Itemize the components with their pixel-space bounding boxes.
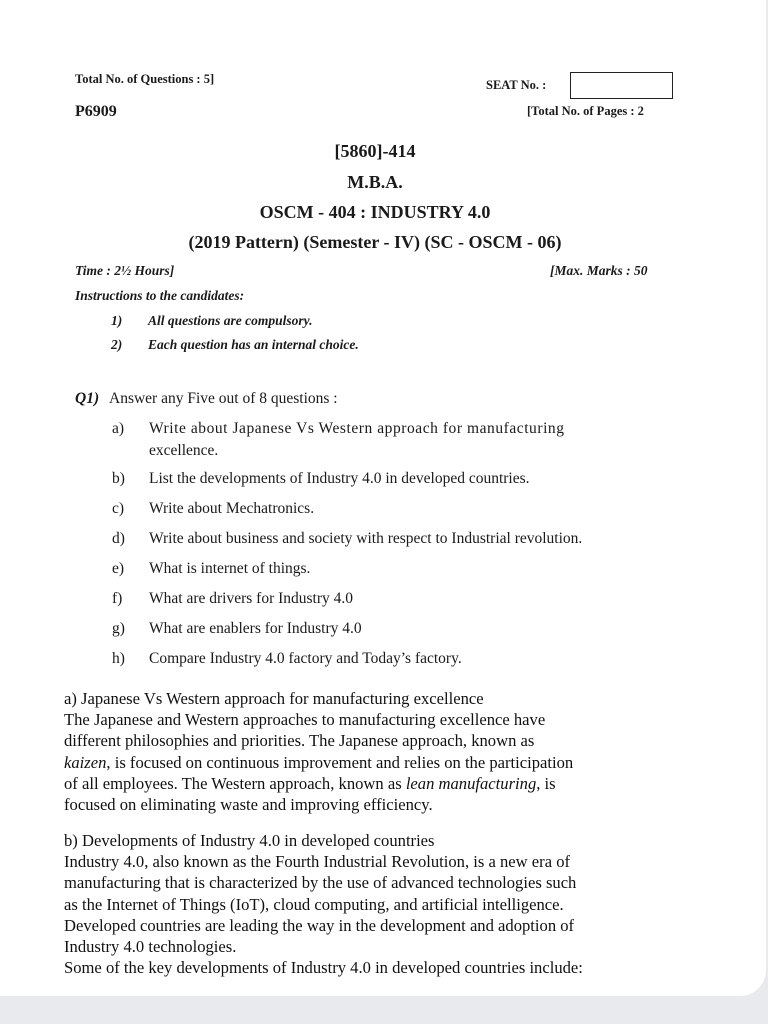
answer-b-section — [64, 830, 583, 978]
answer-a-line-rest: , is — [536, 773, 556, 793]
answer-b-heading: b) Developments of Industry 4.0 in developed countries — [64, 831, 435, 850]
instruction-text: Each question has an internal choice. — [148, 337, 359, 352]
answer-a-line — [64, 752, 573, 773]
answer-b-line: Some of the key developments of Industry 4.0 in developed countries include: — [64, 958, 583, 978]
item-text-continued: excellence. — [149, 442, 219, 459]
paper-code: P6909 — [75, 103, 117, 120]
answer-a-line: The Japanese and Western approaches to manufacturing excellence have — [64, 710, 546, 730]
answer-b-line: as the Internet of Things (IoT), cloud computing, and artificial intelligence. — [64, 894, 564, 914]
answer-a-heading: a) Japanese Vs Western approach for manufacturing excellence — [64, 689, 484, 708]
answer-a-section — [64, 688, 573, 815]
kaizen-term: kaizen — [64, 752, 107, 772]
answer-a-line — [64, 773, 573, 794]
answer-a-line-start: of all employees. The Western approach, known as — [64, 773, 406, 793]
answer-a-line: different philosophies and priorities. The Japanese approach, known as — [64, 731, 535, 751]
instruction-number: 1) — [111, 313, 123, 328]
answer-b-line: manufacturing that is characterized by the use of advanced technologies such — [64, 873, 577, 893]
subject-title: OSCM - 404 : INDUSTRY 4.0 — [259, 202, 491, 222]
item-text: Write about Japanese Vs Western approach for manufacturing — [149, 420, 565, 437]
item-text: What is internet of things. — [149, 560, 311, 577]
total-questions: Total No. of Questions : 5] — [75, 72, 215, 86]
instructions-heading: Instructions to the candidates: — [75, 288, 245, 303]
answer-b-line: Industry 4.0, also known as the Fourth Industrial Revolution, is a new era of — [64, 852, 571, 872]
total-pages: [Total No. of Pages : 2 — [527, 104, 644, 118]
time-label: Time : 2½ Hours] — [75, 263, 175, 278]
item-text: List the developments of Industry 4.0 in developed countries. — [149, 470, 530, 487]
degree-title: M.B.A. — [347, 172, 403, 192]
question-prompt: Answer any Five out of 8 questions : — [109, 390, 338, 407]
item-letter: c) — [112, 500, 125, 517]
item-text: Write about business and society with respect to Industrial revolution. — [149, 530, 583, 547]
item-text: Write about Mechatronics. — [149, 500, 315, 517]
answer-b-line: Developed countries are leading the way in the development and adoption of — [64, 915, 575, 935]
item-letter: d) — [112, 530, 125, 547]
seat-no-box — [570, 72, 673, 99]
answer-a-line: focused on eliminating waste and improving efficiency. — [64, 795, 433, 815]
exam-code: [5860]-414 — [334, 141, 416, 161]
item-text: What are enablers for Industry 4.0 — [149, 620, 362, 637]
seat-no-label: SEAT No. : — [486, 78, 547, 92]
question-label: Q1) — [75, 390, 100, 407]
pattern-title: (2019 Pattern) (Semester - IV) (SC - OSCM - 06) — [188, 232, 562, 252]
item-letter: b) — [112, 470, 125, 487]
item-letter: g) — [112, 620, 125, 637]
instruction-number: 2) — [111, 337, 123, 352]
lean-manufacturing-term: lean manufacturing — [405, 773, 537, 793]
answer-a-line-rest: , is focused on continuous improvement and relies on the participation — [106, 752, 574, 772]
answer-b-line: Industry 4.0 technologies. — [64, 937, 237, 957]
item-text: What are drivers for Industry 4.0 — [149, 590, 354, 607]
item-letter: h) — [112, 650, 125, 667]
item-letter: f) — [112, 590, 123, 607]
instruction-text: All questions are compulsory. — [148, 313, 313, 328]
item-letter: a) — [112, 420, 125, 437]
item-text: Compare Industry 4.0 factory and Today’s factory. — [149, 650, 462, 667]
max-marks: [Max. Marks : 50 — [550, 263, 648, 278]
item-letter: e) — [112, 560, 125, 577]
